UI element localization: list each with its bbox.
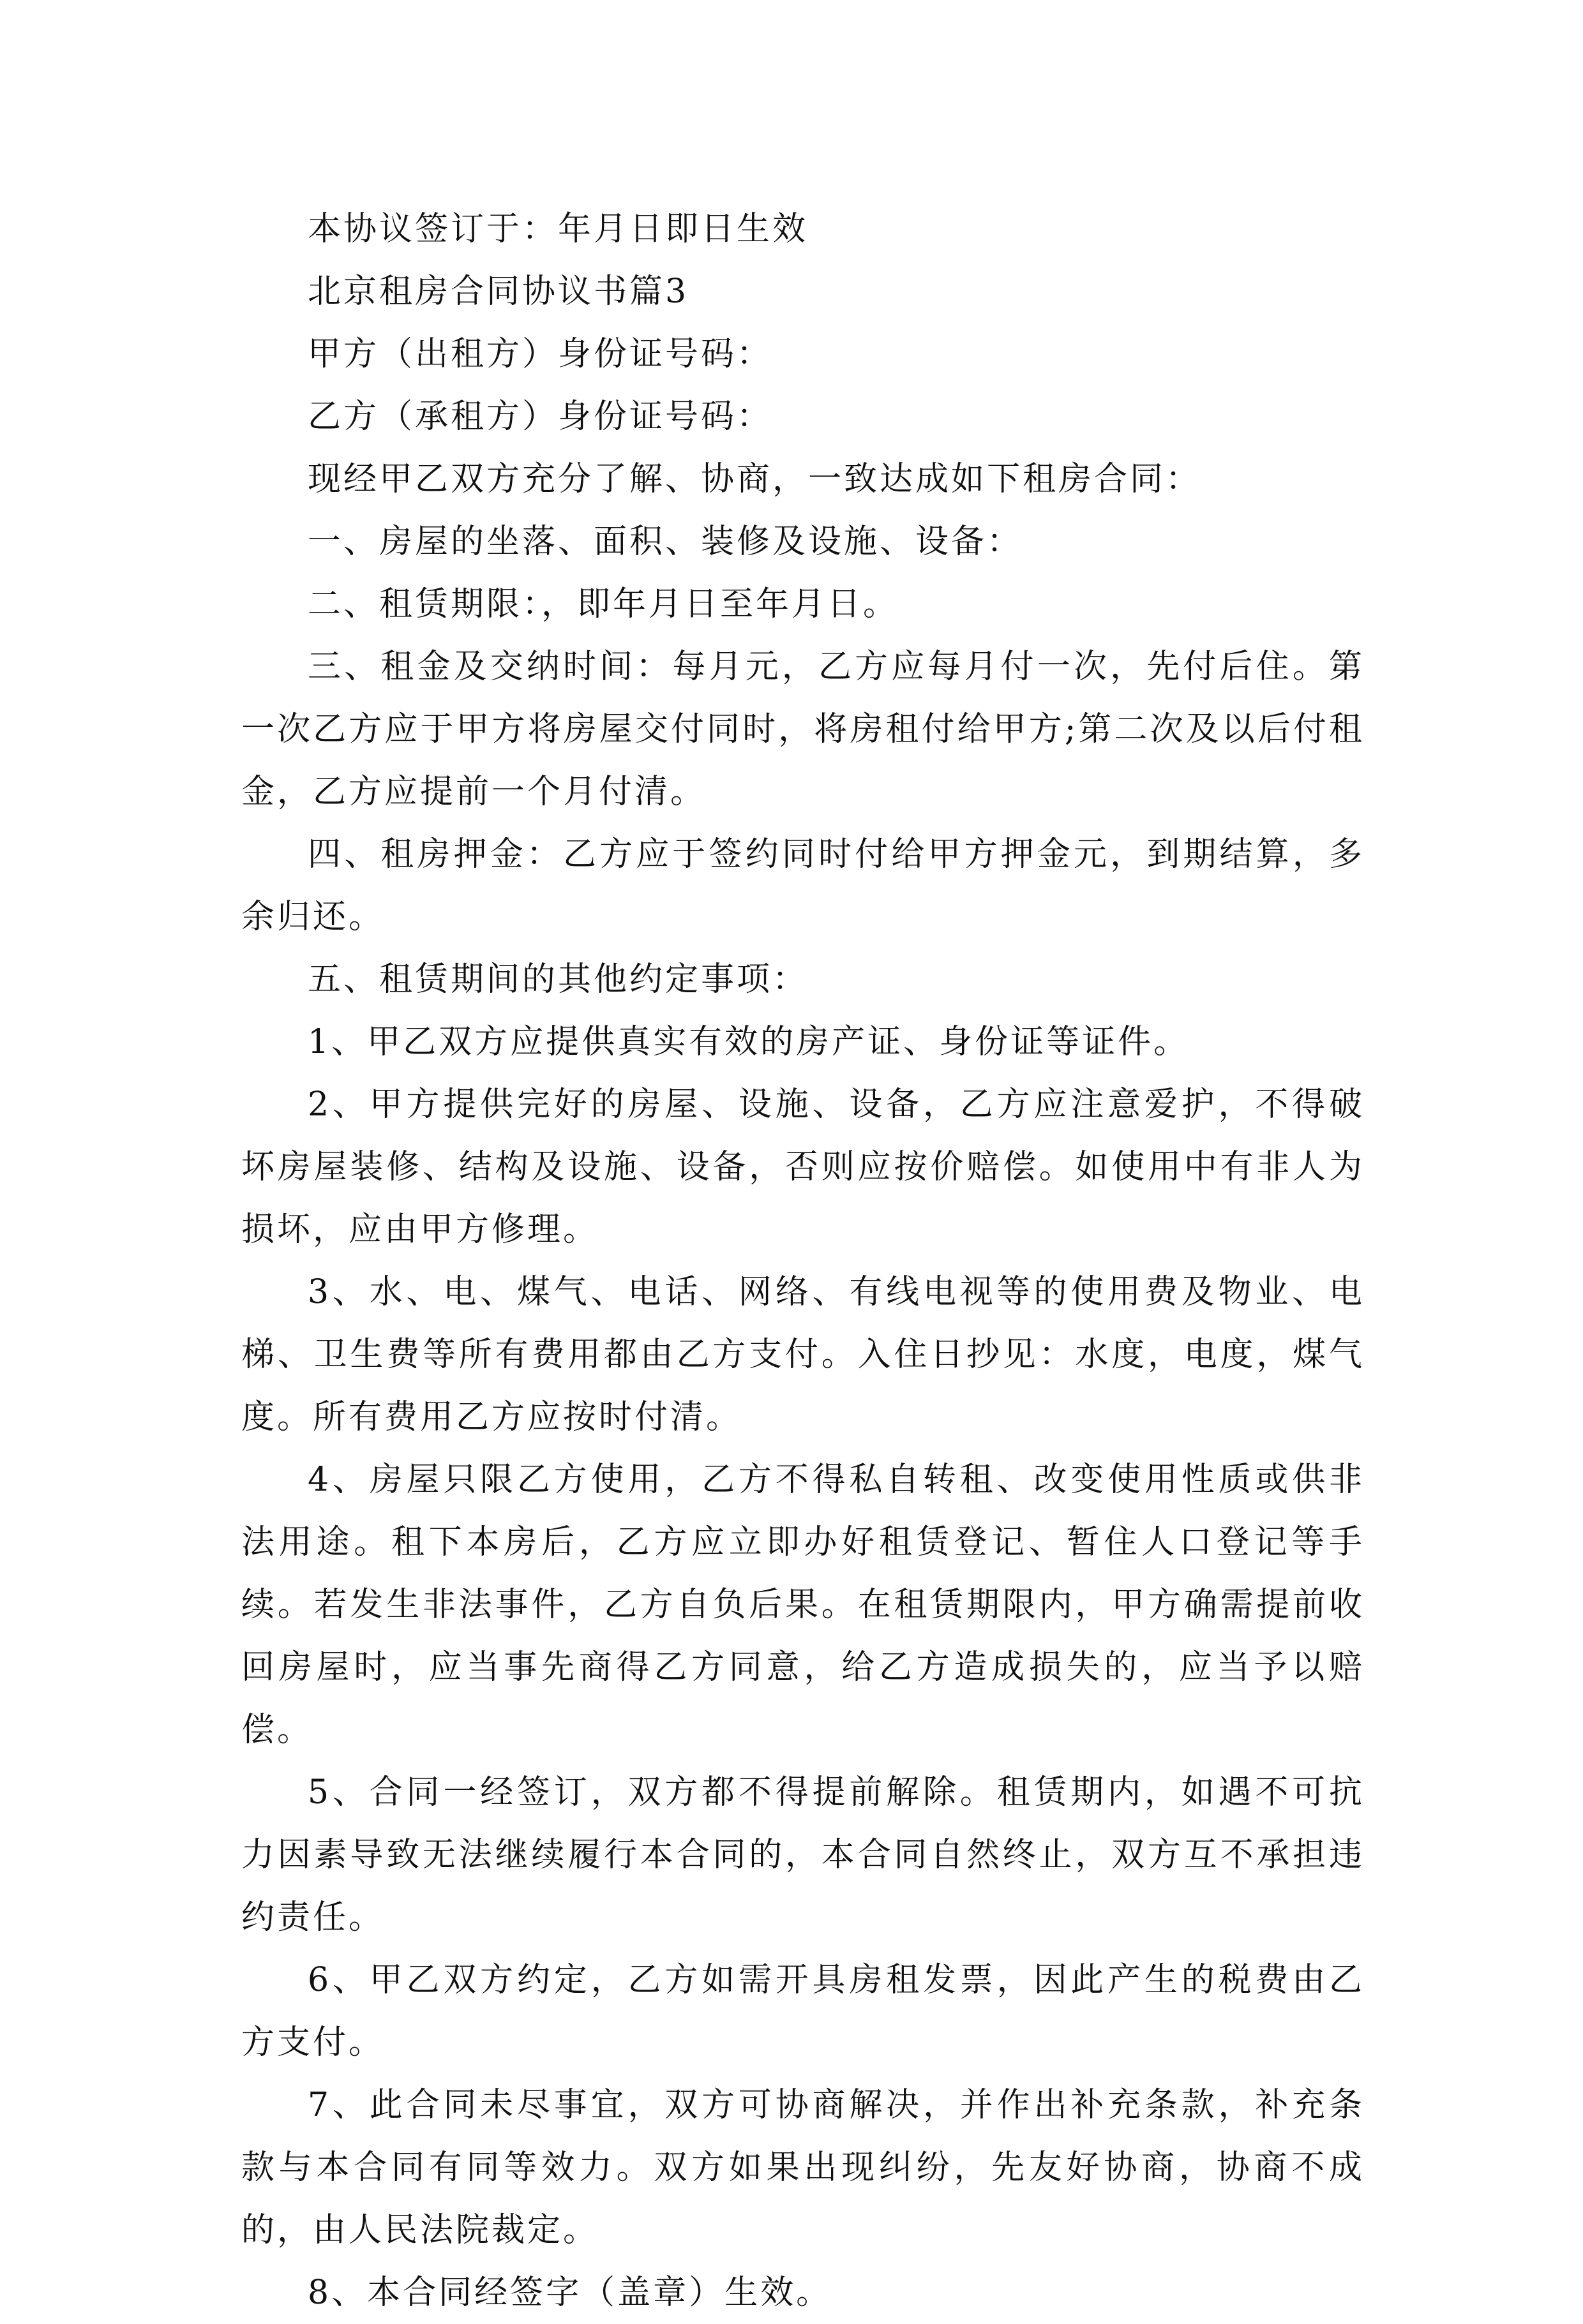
term-8: 8、本合同经签字（盖章）生效。 bbox=[308, 2274, 832, 2312]
term-6: 6、甲乙双方约定，乙方如需开具房租发票，因此产生的税费由乙方支付。 bbox=[241, 1961, 1365, 2062]
party-a-id-line: 甲方（出租方）身份证号码： bbox=[308, 335, 773, 373]
term-3: 3、水、电、煤气、电话、网络、有线电视等的使用费及物业、电梯、卫生费等所有费用都由乙方支付。入住日抄见：水度，电度，煤气度。所有费用乙方应按时付清。 bbox=[241, 1273, 1365, 1436]
clause-other-terms: 五、租赁期间的其他约定事项： bbox=[308, 960, 809, 999]
party-b-id-line: 乙方（承租方）身份证号码： bbox=[308, 398, 773, 436]
term-7: 7、此合同未尽事宜，双方可协商解决，并作出补充条款，补充条款与本合同有同等效力。双方如果出现纠纷，先友好协商，协商不成的，由人民法院裁定。 bbox=[241, 2086, 1365, 2249]
term-2: 2、甲方提供完好的房屋、设施、设备，乙方应注意爱护，不得破坏房屋装修、结构及设施、设备，否则应按价赔偿。如使用中有非人为损坏，应由甲方修理。 bbox=[241, 1085, 1365, 1249]
effective-date-line: 本协议签订于：年月日即日生效 bbox=[308, 210, 809, 248]
contract-body bbox=[241, 198, 1365, 2324]
term-4: 4、房屋只限乙方使用，乙方不得私自转租、改变使用性质或供非法用途。租下本房后，乙方应立即办好租赁登记、暂住人口登记等手续。若发生非法事件，乙方自负后果。在租赁期限内，甲方确需提前收回房屋时，应当事先商得乙方同意，给乙方造成损失的，应当予以赔偿。 bbox=[241, 1461, 1365, 1749]
clause-premises: 一、房屋的坐落、面积、装修及设施、设备： bbox=[308, 523, 1023, 561]
term-5: 5、合同一经签订，双方都不得提前解除。租赁期内，如遇不可抗力因素导致无法继续履行本合同的，本合同自然终止，双方互不承担违约责任。 bbox=[241, 1773, 1365, 1937]
preamble: 现经甲乙双方充分了解、协商，一致达成如下租房合同： bbox=[308, 460, 1202, 498]
clause-rent-payment: 三、租金及交纳时间：每月元，乙方应每月付一次，先付后住。第一次乙方应于甲方将房屋交付同时，将房租付给甲方;第二次及以后付租金，乙方应提前一个月付清。 bbox=[241, 648, 1365, 811]
clause-deposit: 四、租房押金：乙方应于签约同时付给甲方押金元，到期结算，多余归还。 bbox=[241, 835, 1365, 936]
section-title: 北京租房合同协议书篇3 bbox=[308, 272, 689, 311]
term-1: 1、甲乙双方应提供真实有效的房产证、身份证等证件。 bbox=[308, 1023, 1190, 1061]
clause-lease-term: 二、租赁期限：，即年月日至年月日。 bbox=[308, 585, 899, 623]
